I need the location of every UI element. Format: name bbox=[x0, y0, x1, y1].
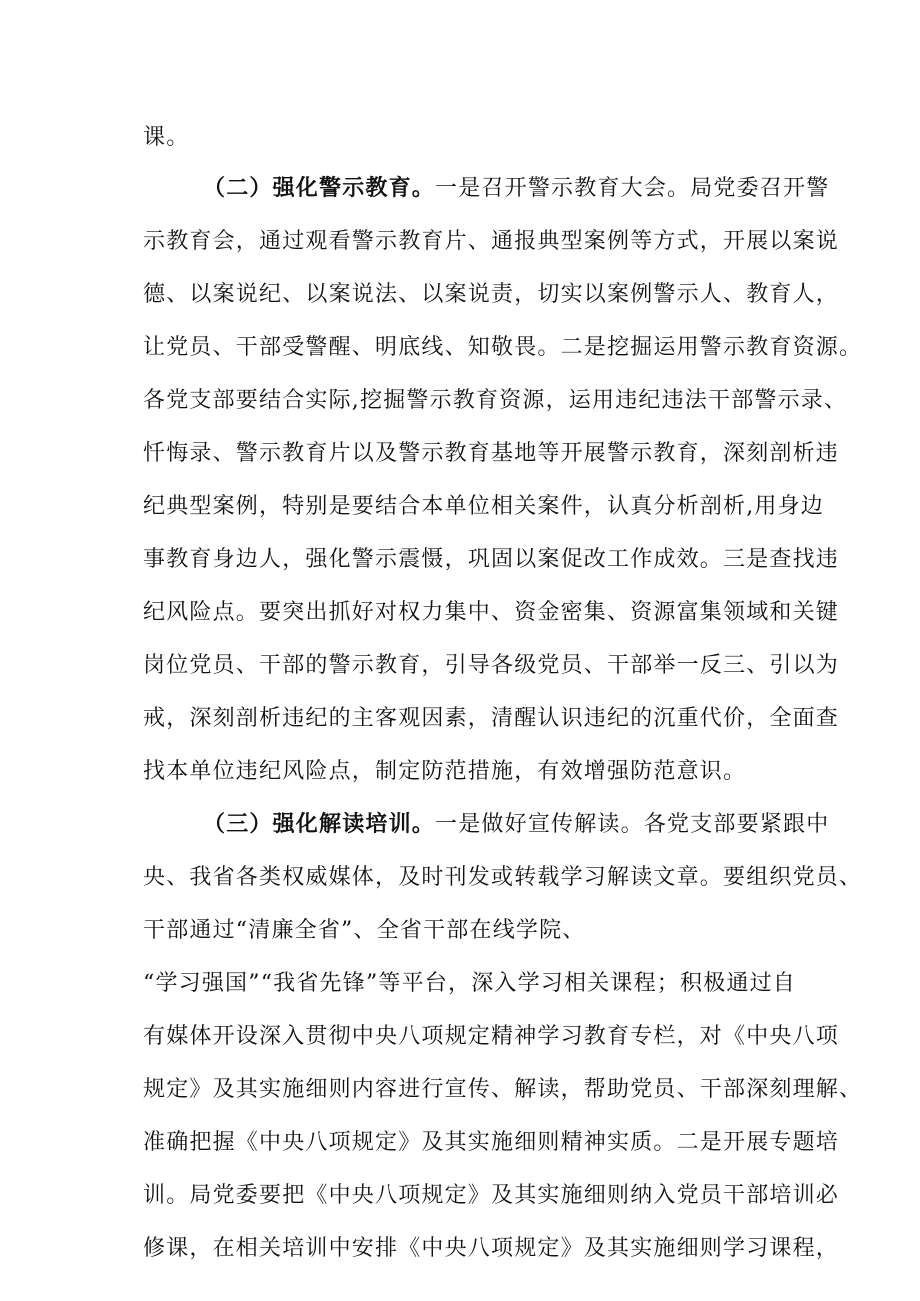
text-line: 纪风险点。要突出抓好对权力集中、资金密集、资源富集领域和关键 bbox=[143, 600, 840, 625]
text-line: 央、我省各类权威媒体，及时刊发或转载学习解读文章。要组织党员、 bbox=[143, 865, 863, 890]
section-2-heading: （二）强化警示教育。 bbox=[203, 176, 436, 201]
section-3-first-line bbox=[203, 810, 829, 840]
text-line: 忏悔录、警示教育片以及警示教育基地等开展警示教育，深刻剖析违 bbox=[143, 441, 840, 466]
text-line: 修课，在相关培训中安排《中央八项规定》及其实施细则学习课程， bbox=[143, 1236, 840, 1261]
section-3-text: 一是做好宣传解读。各党支部要紧跟中 bbox=[435, 812, 830, 837]
text-line: 找本单位违纪风险点，制定防范措施，有效增强防范意识。 bbox=[143, 759, 747, 784]
text-line: 纪典型案例，特别是要结合本单位相关案件，认真分析剖析,用身边 bbox=[143, 494, 824, 519]
text-line: “学习强国”“我省先锋”等平台，深入学习相关课程；积极通过自 bbox=[143, 971, 796, 996]
text-line: 干部通过“清廉全省”、全省干部在线学院、 bbox=[143, 918, 586, 943]
section-3-heading: （三）强化解读培训。 bbox=[203, 812, 436, 837]
text-line: 岗位党员、干部的警示教育，引导各级党员、干部举一反三、引以为 bbox=[143, 653, 840, 678]
text-line: 课。 bbox=[143, 125, 190, 150]
text-line: 事教育身边人，强化警示震慑，巩固以案促改工作成效。三是查找违 bbox=[143, 547, 840, 572]
text-line: 准确把握《中央八项规定》及其实施细则精神实质。二是开展专题培 bbox=[143, 1130, 840, 1155]
section-2-first-line bbox=[203, 174, 829, 204]
text-line: 示教育会，通过观看警示教育片、通报典型案例等方式，开展以案说 bbox=[143, 229, 840, 254]
text-line: 训。局党委要把《中央八项规定》及其实施细则纳入党员干部培训必 bbox=[143, 1183, 840, 1208]
text-line: 各党支部要结合实际,挖掘警示教育资源，运用违纪违法干部警示录、 bbox=[143, 388, 848, 413]
text-line: 规定》及其实施细则内容进行宣传、解读，帮助党员、干部深刻理解、 bbox=[143, 1077, 863, 1102]
text-line: 有媒体开设深入贯彻中央八项规定精神学习教育专栏，对《中央八项 bbox=[143, 1024, 840, 1049]
text-line: 德、以案说纪、以案说法、以案说责，切实以案例警示人、教育人， bbox=[143, 282, 840, 307]
section-2-text: 一是召开警示教育大会。局党委召开警 bbox=[435, 176, 830, 201]
text-line: 戒，深刻剖析违纪的主客观因素，清醒认识违纪的沉重代价，全面查 bbox=[143, 706, 840, 731]
text-line: 让党员、干部受警醒、明底线、知敬畏。二是挖掘运用警示教育资源。 bbox=[143, 335, 863, 360]
